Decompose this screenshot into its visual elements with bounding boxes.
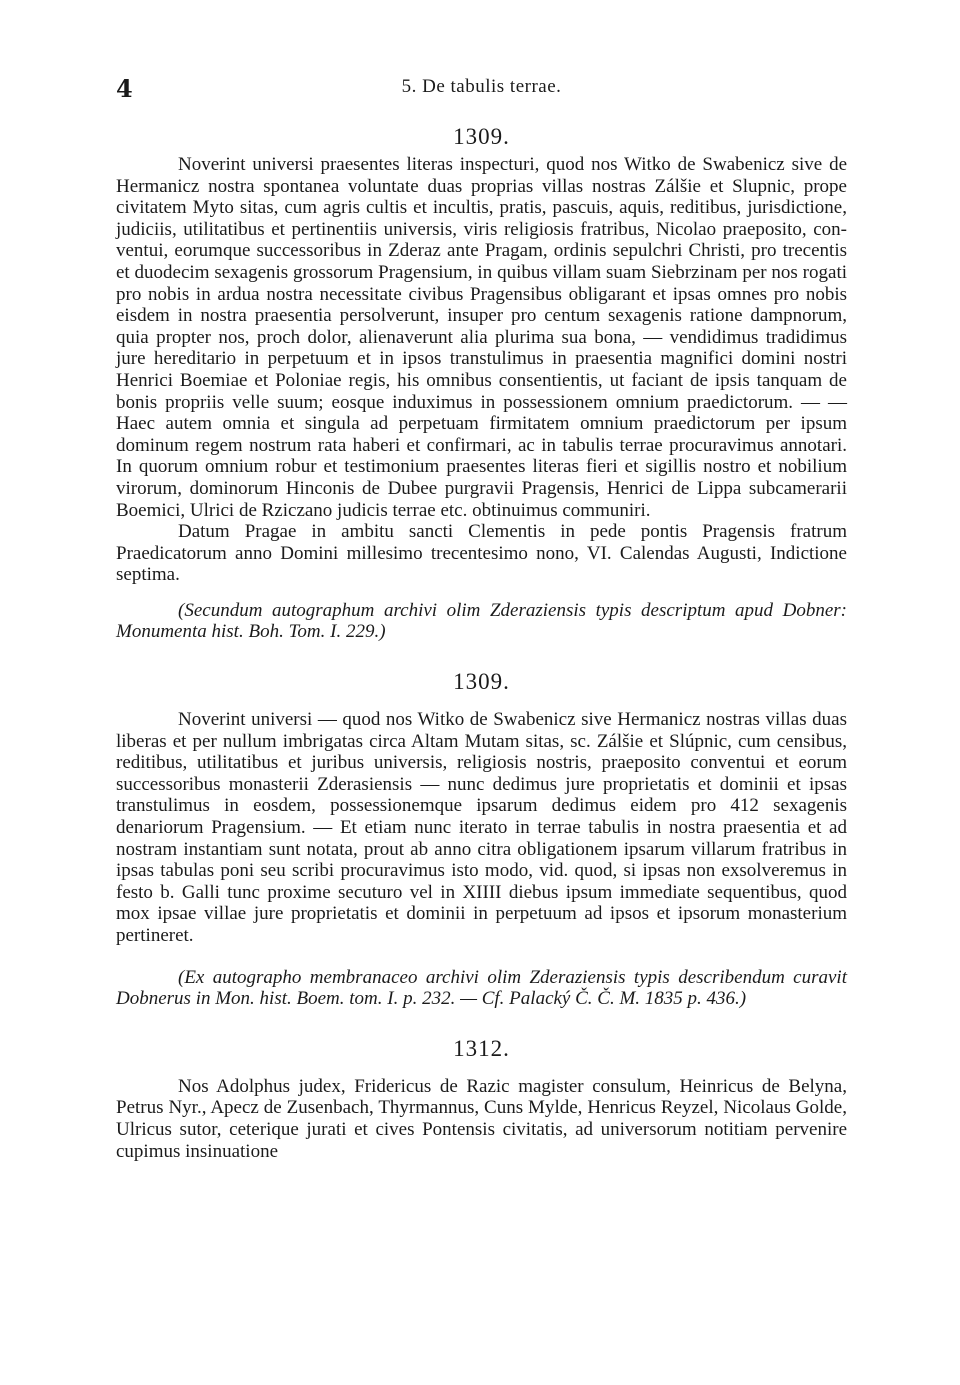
entry-paragraph: Datum Pragae in ambitu sancti Clementis in pede pontis Pragensis fratrum Praedicatorum anno Domini millesimo trecentesimo nono, VI. Calendas Augusti, Indictione septima. xyxy=(116,521,847,586)
entry-1309-b xyxy=(116,665,847,1010)
entry-year: 1312. xyxy=(453,1035,510,1061)
page-number: 4 xyxy=(116,74,133,103)
page-header xyxy=(116,74,847,102)
entry-year: 1309. xyxy=(453,124,510,149)
source-note: (Ex autographo membranaceo archivi olim Zderaziensis typis describendum curavit Dobnerus in Mon. hist. Boem. tom. I. p. 232. — Cf. Palacký Č. Č. M. 1835 p. 436.) xyxy=(116,966,847,1010)
entry-1309-a xyxy=(116,120,847,643)
entry-paragraph: Nos Adolphus judex, Fridericus de Razic magister consulum, Heinricus de Belyna, Petrus Nyr., Apecz de Zusenbach, Thyrmannus, Cuns Mylde, Henricus Reyzel, Nicolaus Golde, Ulricus sutor, ceterique jurati et cives Pontensis civitatis, ad universorum notitiam pervenire cupimus insinuatione xyxy=(116,1075,847,1162)
entry-paragraph: Noverint universi — quod nos Witko de Swabenicz sive Hermanicz nostras villas duas liberas et per nullum imbrigatas circa Altam Mutam sitas, sc. Zálšie et Slúpnic, cum censibus, reditibus, utilitatibus et juribus universis, religiosis nostris, praeposito conventui et eorum successoribus monasterii Zderasiensis — nunc dedimus jure proprietatis et dominii et ipsas transtulimus in eosdem, possessionemque ipsarum dedimus eidem pro 412 sexagenis denariorum Pragensium. — Et etiam nunc iterato in terrae tabulis in nostra praesentia et ad nostram instantiam sunt notata, prout ab anno citra obligationem ipsarum villarum fratribus in ipsas tabulas poni seu scribi procuravimus isto modo, vid. quod, si ipsas non exsolveremus in festo b. Galli tunc proxime secuturo vel in XIIII diebus ipsum immediate sequentibus, quod mox ipsae villae jure proprietatis et dominii in perpetuum ad ipsos et ipsorum monasterium pertineret. xyxy=(116,709,847,946)
entry-year: 1309. xyxy=(453,669,510,695)
source-note: (Secundum autographum archivi olim Zderaziensis typis descriptum apud Dobner: Monumenta hist. Boh. Tom. I. 229.) xyxy=(116,599,847,643)
entry-1312 xyxy=(116,1032,847,1162)
running-title: 5. De tabulis terrae. xyxy=(401,76,562,97)
document-page xyxy=(116,74,847,1162)
entry-paragraph: Noverint universi praesentes literas inspecturi, quod nos Witko de Swabenicz sive de Hermanicz nostra spontanea voluntate duas proprias villas nostras Zálšie et Slupnic, prope civitatem Myto sitas, cum agris cultis et incultis, pratis, pascuis, aquis, reditibus, jurisdictione, judiciis, utilitatibus et pertinentiis universis, viris religiosis fratribus, Nicolao praeposito, conventui, eorumque successoribus in Zderaz ante Pragam, ordinis sepulchri Christi, pro trecentis et duodecim sexagenis grossorum Pragensium, in quibus villam suam Siebrzinam per nos rogati pro nobis in ardua nostra necessitate civibus Pragensibus obligarant et ipsas omnes pro nobis eisdem in nostra praesentia persolverunt, insuper pro centum sexagenis ratione dampnorum, quia propter nos, proch dolor, alienaverunt alia plurima sua bona, — vendidimus tradidimus jure hereditario in perpetuum et in ipsos transtulimus in praesentia magnifici domini nostri Henrici Boemiae et Poloniae regis, his omnibus consentientis, ut faciant de ipsis tanquam de bonis propriis velle suum; eosque induximus in possessionem omnium praedictorum. — — Haec autem omnia et singula ad perpetuam firmitatem omnium praedictorum per ipsum dominum regem nostrum rata haberi et confirmari, ac in tabulis terrae procuravimus annotari. In quorum omnium robur et testimonium praesentes literas fieri et sigillis nostro et nobilium virorum, dominorum Hinconis de Dubee purgravii Pragensis, Henrici de Lippa subcamerarii Boemici, Ulrici de Rziczano judicis terrae etc. obtinuimus communiri. xyxy=(116,154,847,521)
